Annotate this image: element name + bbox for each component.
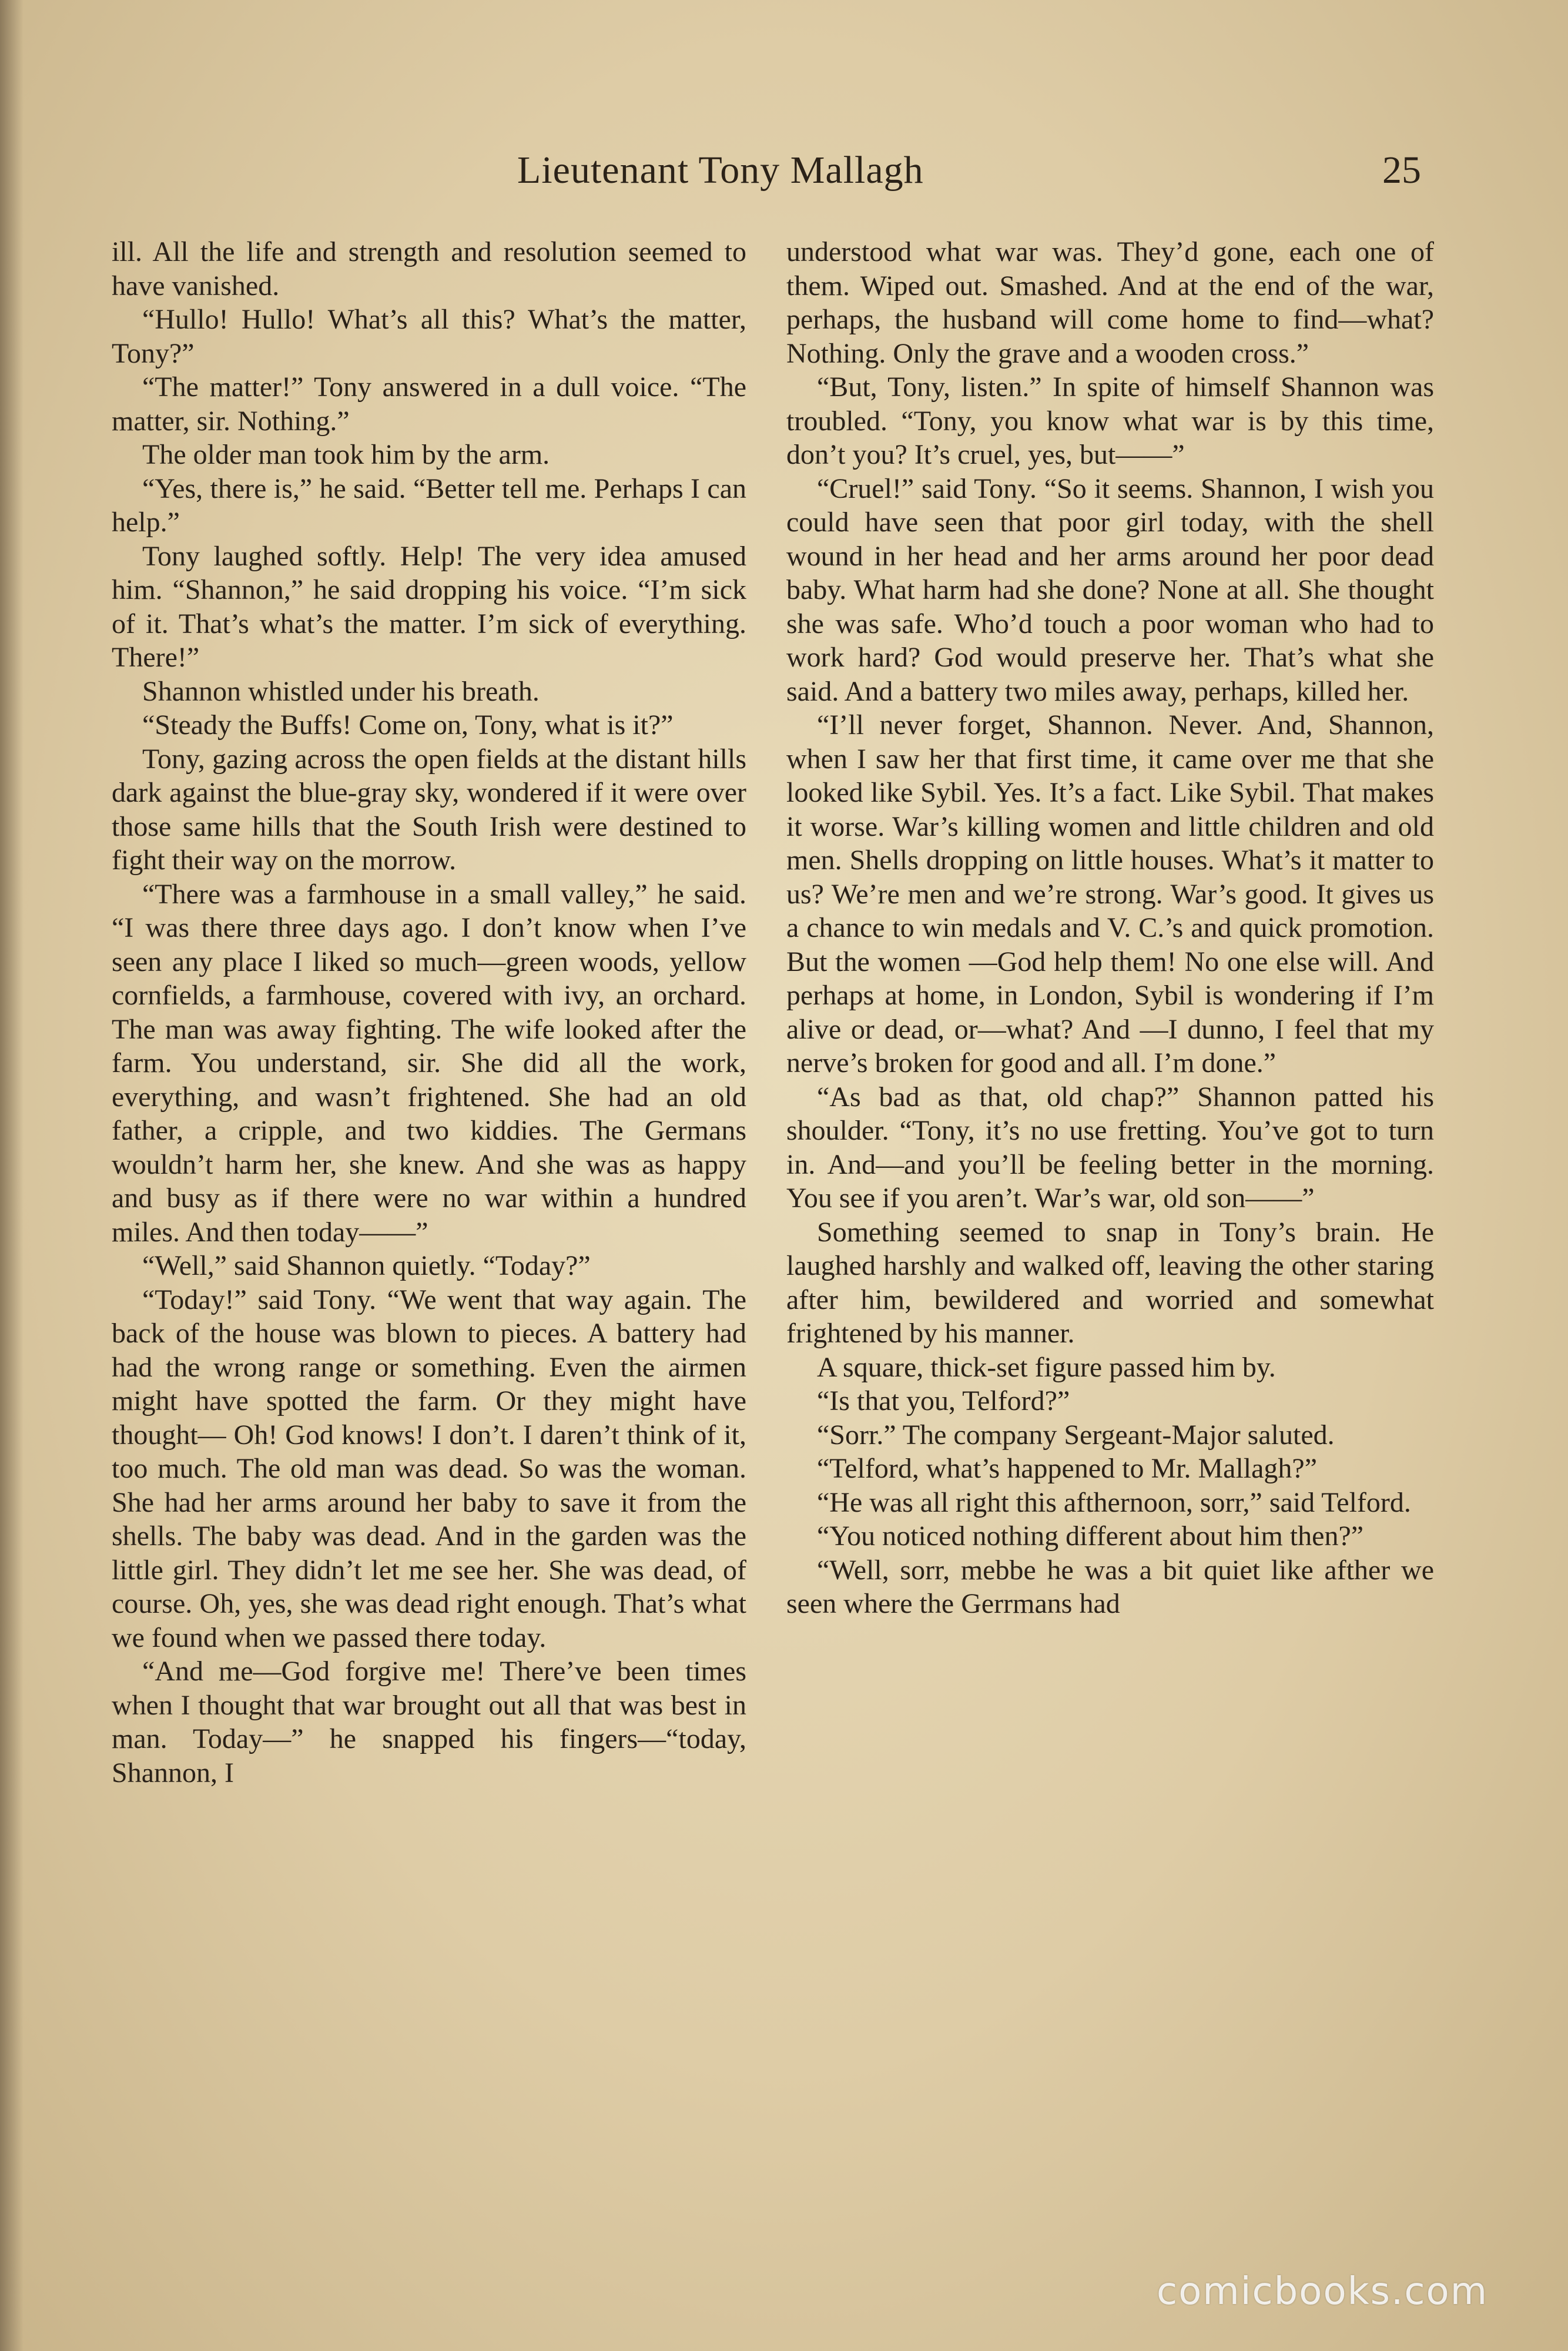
page-number: 25 bbox=[1382, 149, 1421, 192]
paragraph: “There was a farmhouse in a small valley,” he said. “I was there three days ago. I don’t know when I’ve seen any place I liked so much—green woods, yellow cornfields, a farmhouse, covered with ivy, an orchard. The man was away fighting. The wife looked after the farm. You understand, sir. She did all the work, everything, and wasn’t frightened. She had an old father, a cripple, and two kiddies. The Germans wouldn’t harm her, she knew. And she was as happy and busy as if there were no war within a hundred miles. And then today——” bbox=[112, 878, 746, 1248]
paragraph: “But, Tony, listen.” In spite of himself Shannon was troubled. “Tony, you know what war is by this time, don’t you? It’s cruel, yes, but——” bbox=[786, 371, 1434, 470]
text-column-left bbox=[112, 235, 746, 2175]
page-edge-shadow bbox=[0, 0, 24, 2351]
paragraph: “You noticed nothing different about him then?” bbox=[817, 1521, 1364, 1552]
paragraph: understood what war was. They’d gone, each one of them. Wiped out. Smashed. And at the end of the war, perhaps, the husband will come home to find—what? Nothing. Only the grave and a wooden cross.” bbox=[786, 236, 1434, 369]
paragraph: “The matter!” Tony answered in a dull voice. “The matter, sir. Nothing.” bbox=[112, 371, 746, 437]
watermark: comicbooks.com bbox=[1157, 2270, 1489, 2313]
paragraph: Tony, gazing across the open fields at the distant hills dark against the blue-gray sky, wondered if it were over those same hills that the South Irish were destined to fight their way on the morrow. bbox=[112, 743, 746, 876]
paragraph: “Today!” said Tony. “We went that way again. The back of the house was blown to pieces. A battery had had the wrong range or something. Even the airmen might have spotted the farm. Or they might have thought— Oh! God knows! I don’t. I daren’t think of it, too much. The old man was dead. So was the woman. She had her arms around her baby to save it from the shells. The baby was dead. And in the garden was the little girl. They didn’t let me see her. She was dead, of course. Oh, yes, she was dead right enough. That’s what we found when we passed there today. bbox=[112, 1284, 746, 1653]
paragraph: “As bad as that, old chap?” Shannon patted his shoulder. “Tony, it’s no use fretting. You’ve got to turn in. And—and you’ll be feeling better in the morning. You see if you aren’t. War’s war, old son——” bbox=[786, 1081, 1434, 1214]
paragraph: “Telford, what’s happened to Mr. Mallagh?” bbox=[817, 1453, 1318, 1484]
page-header bbox=[0, 148, 1568, 201]
paragraph: “Sorr.” The company Sergeant-Major saluted. bbox=[817, 1419, 1335, 1451]
paragraph: “Well, sorr, mebbe he was a bit quiet like afther we seen where the Gerrmans had bbox=[786, 1554, 1434, 1619]
paragraph: Tony laughed softly. Help! The very idea amused him. “Shannon,” he said dropping his voice. “I’m sick of it. That’s what’s the matter. I’m sick of everything. There!” bbox=[112, 540, 746, 673]
paragraph: “Steady the Buffs! Come on, Tony, what is it?” bbox=[142, 709, 674, 741]
running-title: Lieutenant Tony Mallagh bbox=[517, 149, 924, 192]
paragraph: ill. All the life and strength and resolution seemed to have vanished. bbox=[112, 236, 746, 302]
paragraph: “Yes, there is,” he said. “Better tell me. Perhaps I can help.” bbox=[112, 473, 746, 538]
paragraph: Shannon whistled under his breath. bbox=[142, 675, 540, 707]
paragraph: “Is that you, Telford?” bbox=[817, 1385, 1070, 1416]
paragraph: “He was all right this afthernoon, sorr,” said Telford. bbox=[817, 1486, 1411, 1518]
paragraph: “I’ll never forget, Shannon. Never. And, Shannon, when I saw her that first time, it came over me that she looked like Sybil. Yes. It’s a fact. Like Sybil. That makes it worse. War’s killing women and little children and old men. Shells dropping on little houses. What’s it matter to us? We’re men and we’re strong. War’s good. It gives us a chance to win medals and V. C.’s and quick promotion. But the women —God help them! No one else will. And perhaps at home, in London, Sybil is wondering if I’m alive or dead, or—what? And —I dunno, I feel that my nerve’s broken for good and all. I’m done.” bbox=[786, 709, 1434, 1079]
paragraph: “Hullo! Hullo! What’s all this? What’s the matter, Tony?” bbox=[112, 304, 746, 369]
paragraph: “Cruel!” said Tony. “So it seems. Shannon, I wish you could have seen that poor girl today, with the shell wound in her head and her arms around her poor dead baby. What harm had she done? None at all. She thought she was safe. Who’d touch a poor woman who had to work hard? God would preserve her. That’s what she said. And a battery two miles away, perhaps, killed her. bbox=[786, 473, 1434, 707]
paragraph: A square, thick-set figure passed him by. bbox=[817, 1351, 1276, 1383]
paragraph: “And me—God forgive me! There’ve been times when I thought that war brought out all that was best in man. Today—” he snapped his fingers—“today, Shannon, I bbox=[112, 1656, 746, 1789]
paragraph: “Well,” said Shannon quietly. “Today?” bbox=[142, 1250, 591, 1281]
paragraph: Something seemed to snap in Tony’s brain. He laughed harshly and walked off, leaving the other staring after him, bewildered and worried and somewhat frightened by his manner. bbox=[786, 1216, 1434, 1349]
text-column-right bbox=[786, 235, 1434, 2175]
paragraph: The older man took him by the arm. bbox=[142, 439, 550, 470]
